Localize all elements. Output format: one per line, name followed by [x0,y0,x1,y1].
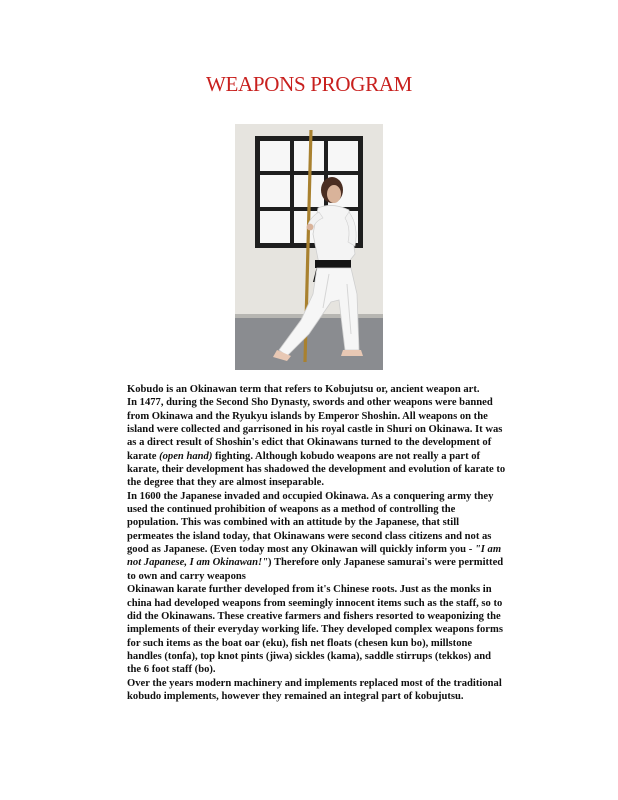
paragraph [127,383,507,396]
karate-weapons-photo [235,124,383,370]
paragraph-text: Kobudo is an Okinawan term that refers to Kobujutsu or, ancient weapon art. [127,384,480,395]
paragraph-text: Okinawan karate further developed from it's Chinese roots. Just as the monks in china had developed weapons from seemingly innocent items such as the staff, so to did the Okinawans. These creative farmers and fishers resorted to weaponizing the implements of their everyday working life. They developed complex weapons forms for such items as the boat oar (eku), fish net floats (chesen kun bo), millstone handles (tonfa), top knot pints (jiwa) sickles (kama), saddle stirrups (tekkos) and the 6 foot staff (bo). [127,584,503,676]
paragraph [127,583,507,676]
paragraph [127,490,507,583]
paragraph-text: fighting. Although kobudo weapons are not really a part of karate, their development has shadowed the development and evolution of karate to the degree that they are almost inseparable. [127,450,506,489]
paragraph-text: ) Therefore only Japanese samurai's were permitted to own and carry weapons [127,557,504,582]
paragraph-italic-text: "I am not Japanese, I am Okinawan!" [127,544,502,569]
page-title: WEAPONS PROGRAM [205,72,413,96]
paragraph-italic-text: (open hand) [159,450,213,462]
article-body [127,383,507,703]
paragraph-text: Over the years modern machinery and implements replaced most of the traditional kobudo implements, however they remained an integral part of kobujutsu. [127,677,502,702]
paragraph [127,677,507,704]
paragraph-text: In 1477, during the Second Sho Dynasty, swords and other weapons were banned from Okinawa and the Ryukyu islands by Emperor Shoshin. All weapons on the island were collected and garrisoned in his royal castle in Shuri on Okinawa. It was as a direct result of Shoshin's edict that Okinawans turned to the development of karate [127,397,503,462]
paragraph-text: In 1600 the Japanese invaded and occupied Okinawa. As a conquering army they used the continued prohibition of weapons as a method of controlling the population. This was combined with an attitude by the Japanese, that still permeates the island today, that Okinawans were second class citizens and not as good as Japanese. (Even today most any Okinawan will quickly inform you - [127,490,494,556]
paragraph [127,396,507,489]
